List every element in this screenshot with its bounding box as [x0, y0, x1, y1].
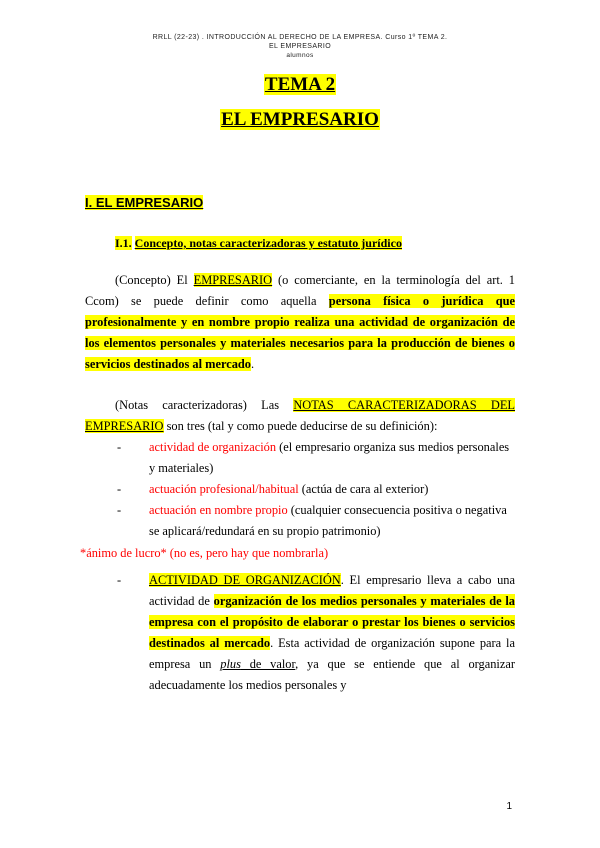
subsection-title: Concepto, notas caracterizadoras y estatuto jurídico — [134, 236, 402, 250]
subsection-heading — [115, 236, 402, 251]
organization-paragraph — [149, 570, 515, 696]
plus-word: plus — [220, 657, 241, 671]
concept-lead: (Concepto) El — [115, 273, 194, 287]
list-dash: - — [117, 482, 122, 496]
concept-mid: (o comerciante, en la terminología del art. 1 Ccom) se puede definir como aquella — [85, 273, 515, 308]
concept-definition: persona física o jurídica que profesionalmente y en nombre propio realiza una actividad de organización de los elementos personales y materiales necesarios para la producción de bienes o servicios destinados al mercado — [85, 294, 515, 371]
concept-term: EMPRESARIO — [193, 273, 273, 287]
running-header — [150, 33, 450, 60]
list-item — [85, 500, 515, 542]
block-dash: - — [117, 573, 122, 587]
organization-text-2: . Esta actividad de organización supone para la empresa un — [149, 636, 515, 671]
list-item — [85, 479, 515, 500]
organization-text-1: . El empresario lleva a cabo una actividad de — [149, 573, 515, 608]
list-item-key: actuación profesional/habitual — [149, 482, 299, 496]
lucro-note: *ánimo de lucro* (no es, pero hay que nombrarla) — [80, 546, 329, 560]
list-item-text: (cualquier consecuencia positiva o negativa se aplicará/redundará en su propio patrimonio) — [149, 503, 507, 538]
section-heading — [85, 195, 203, 210]
notes-end: son tres (tal y como puede deducirse de su definición): — [163, 419, 438, 433]
list-dash: - — [117, 503, 122, 517]
list-item-text: (actúa de cara al exterior) — [298, 482, 429, 496]
concept-end: . — [251, 357, 255, 371]
section-heading-text: I. EL EMPRESARIO — [85, 195, 204, 210]
tema-title-text: TEMA 2 — [264, 74, 336, 95]
subsection-number: I.1. — [115, 236, 132, 250]
list-item-key: actividad de organización — [149, 440, 277, 454]
notes-list — [85, 437, 515, 542]
organization-text-3: , ya que se entiende que al organizar adecuadamente los medios personales y — [149, 657, 515, 692]
header-line: RRLL (22-23) . INTRODUCCIÓN AL DERECHO DE LA EMPRESA. Curso 1º TEMA 2. EL EMPRESARIO — [152, 34, 448, 50]
concept-paragraph — [85, 270, 515, 375]
list-item — [85, 437, 515, 479]
chapter-title — [0, 109, 600, 131]
header-subline: alumnos — [286, 52, 314, 59]
notes-term: NOTAS CARACTERIZADORAS DEL EMPRESARIO — [85, 398, 515, 433]
notes-paragraph — [85, 395, 515, 437]
organization-term: ACTIVIDAD DE ORGANIZACIÓN — [149, 573, 341, 587]
list-item-text: (el empresario organiza sus medios personales y materiales) — [149, 440, 510, 475]
de-valor: de valor — [240, 657, 296, 671]
tema-title — [0, 74, 600, 96]
list-dash: - — [117, 440, 122, 454]
page-number: 1 — [506, 801, 512, 812]
chapter-title-text: EL EMPRESARIO — [221, 109, 379, 130]
notes-lead: (Notas caracterizadoras) Las — [115, 398, 294, 412]
organization-definition: organización de los medios personales y materiales de la empresa con el propósito de elaborar o prestar los bienes o servicios destinados al mercado — [149, 594, 515, 650]
list-item-key: actuación en nombre propio — [149, 503, 288, 517]
